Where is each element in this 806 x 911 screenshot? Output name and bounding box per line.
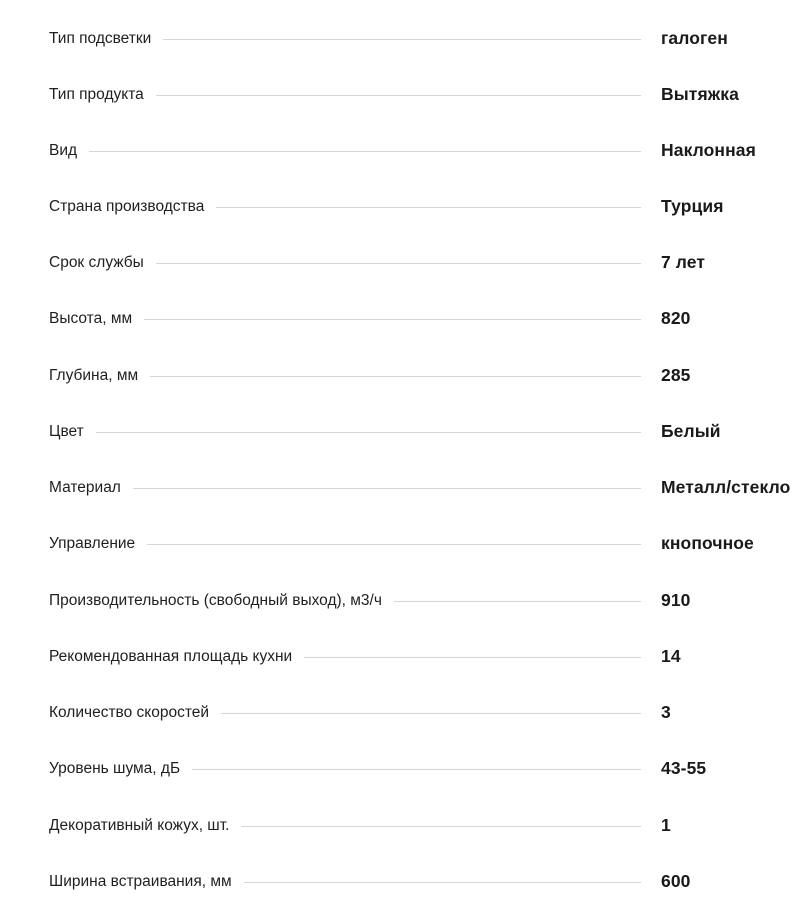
leader-line (216, 207, 641, 208)
spec-value: 7 лет (661, 252, 706, 272)
spec-row-country (0, 193, 806, 221)
spec-row-backlight-type (0, 25, 806, 53)
spec-value: 43-55 (661, 758, 707, 778)
spec-row-kind (0, 137, 806, 165)
spec-label: Тип продукта (49, 86, 144, 103)
spec-row-decorative-casing (0, 812, 806, 840)
leader-line (133, 488, 641, 489)
spec-label: Тип подсветки (49, 30, 152, 47)
leader-line (89, 151, 641, 152)
spec-row-service-life (0, 249, 806, 277)
spec-label: Глубина, мм (49, 367, 139, 384)
spec-value: Металл/стекло (661, 477, 791, 497)
spec-label: Управление (49, 535, 136, 552)
leader-line (144, 319, 641, 320)
spec-row-control (0, 530, 806, 558)
spec-label: Рекомендованная площадь кухни (49, 648, 293, 665)
spec-value: 3 (661, 702, 671, 722)
spec-row-performance (0, 587, 806, 615)
spec-value: Турция (661, 196, 724, 216)
leader-line (394, 601, 641, 602)
leader-line (221, 713, 641, 714)
spec-label: Производительность (свободный выход), м3/ч (49, 592, 382, 609)
spec-label: Высота, мм (49, 310, 133, 327)
leader-line (147, 544, 641, 545)
leader-line (244, 882, 641, 883)
leader-line (241, 826, 641, 827)
spec-value: 820 (661, 308, 691, 328)
spec-label: Страна производства (49, 198, 205, 215)
spec-value: Вытяжка (661, 84, 739, 104)
spec-label: Вид (49, 142, 78, 159)
spec-label: Уровень шума, дБ (49, 760, 181, 777)
leader-line (304, 657, 641, 658)
spec-value: кнопочное (661, 533, 754, 553)
spec-label: Цвет (49, 423, 84, 440)
spec-row-product-type (0, 81, 806, 109)
spec-value: галоген (661, 28, 728, 48)
leader-line (96, 432, 641, 433)
spec-label: Декоративный кожух, шт. (49, 817, 230, 834)
spec-value: 600 (661, 871, 691, 891)
spec-value: 14 (661, 646, 681, 666)
leader-line (156, 95, 641, 96)
leader-line (163, 39, 641, 40)
spec-label: Ширина встраивания, мм (49, 873, 232, 890)
spec-row-material (0, 474, 806, 502)
spec-value: 1 (661, 815, 671, 835)
spec-row-height (0, 305, 806, 333)
leader-line (156, 263, 641, 264)
spec-row-color (0, 418, 806, 446)
spec-label: Количество скоростей (49, 704, 210, 721)
leader-line (192, 769, 641, 770)
leader-line (150, 376, 641, 377)
spec-row-speeds (0, 699, 806, 727)
spec-label: Срок службы (49, 254, 144, 271)
spec-value: 285 (661, 365, 691, 385)
spec-row-depth (0, 362, 806, 390)
spec-row-kitchen-area (0, 643, 806, 671)
spec-value: Белый (661, 421, 721, 441)
spec-value: Наклонная (661, 140, 756, 160)
spec-row-built-in-width (0, 868, 806, 896)
spec-value: 910 (661, 590, 691, 610)
spec-row-noise-level (0, 755, 806, 783)
spec-label: Материал (49, 479, 121, 496)
